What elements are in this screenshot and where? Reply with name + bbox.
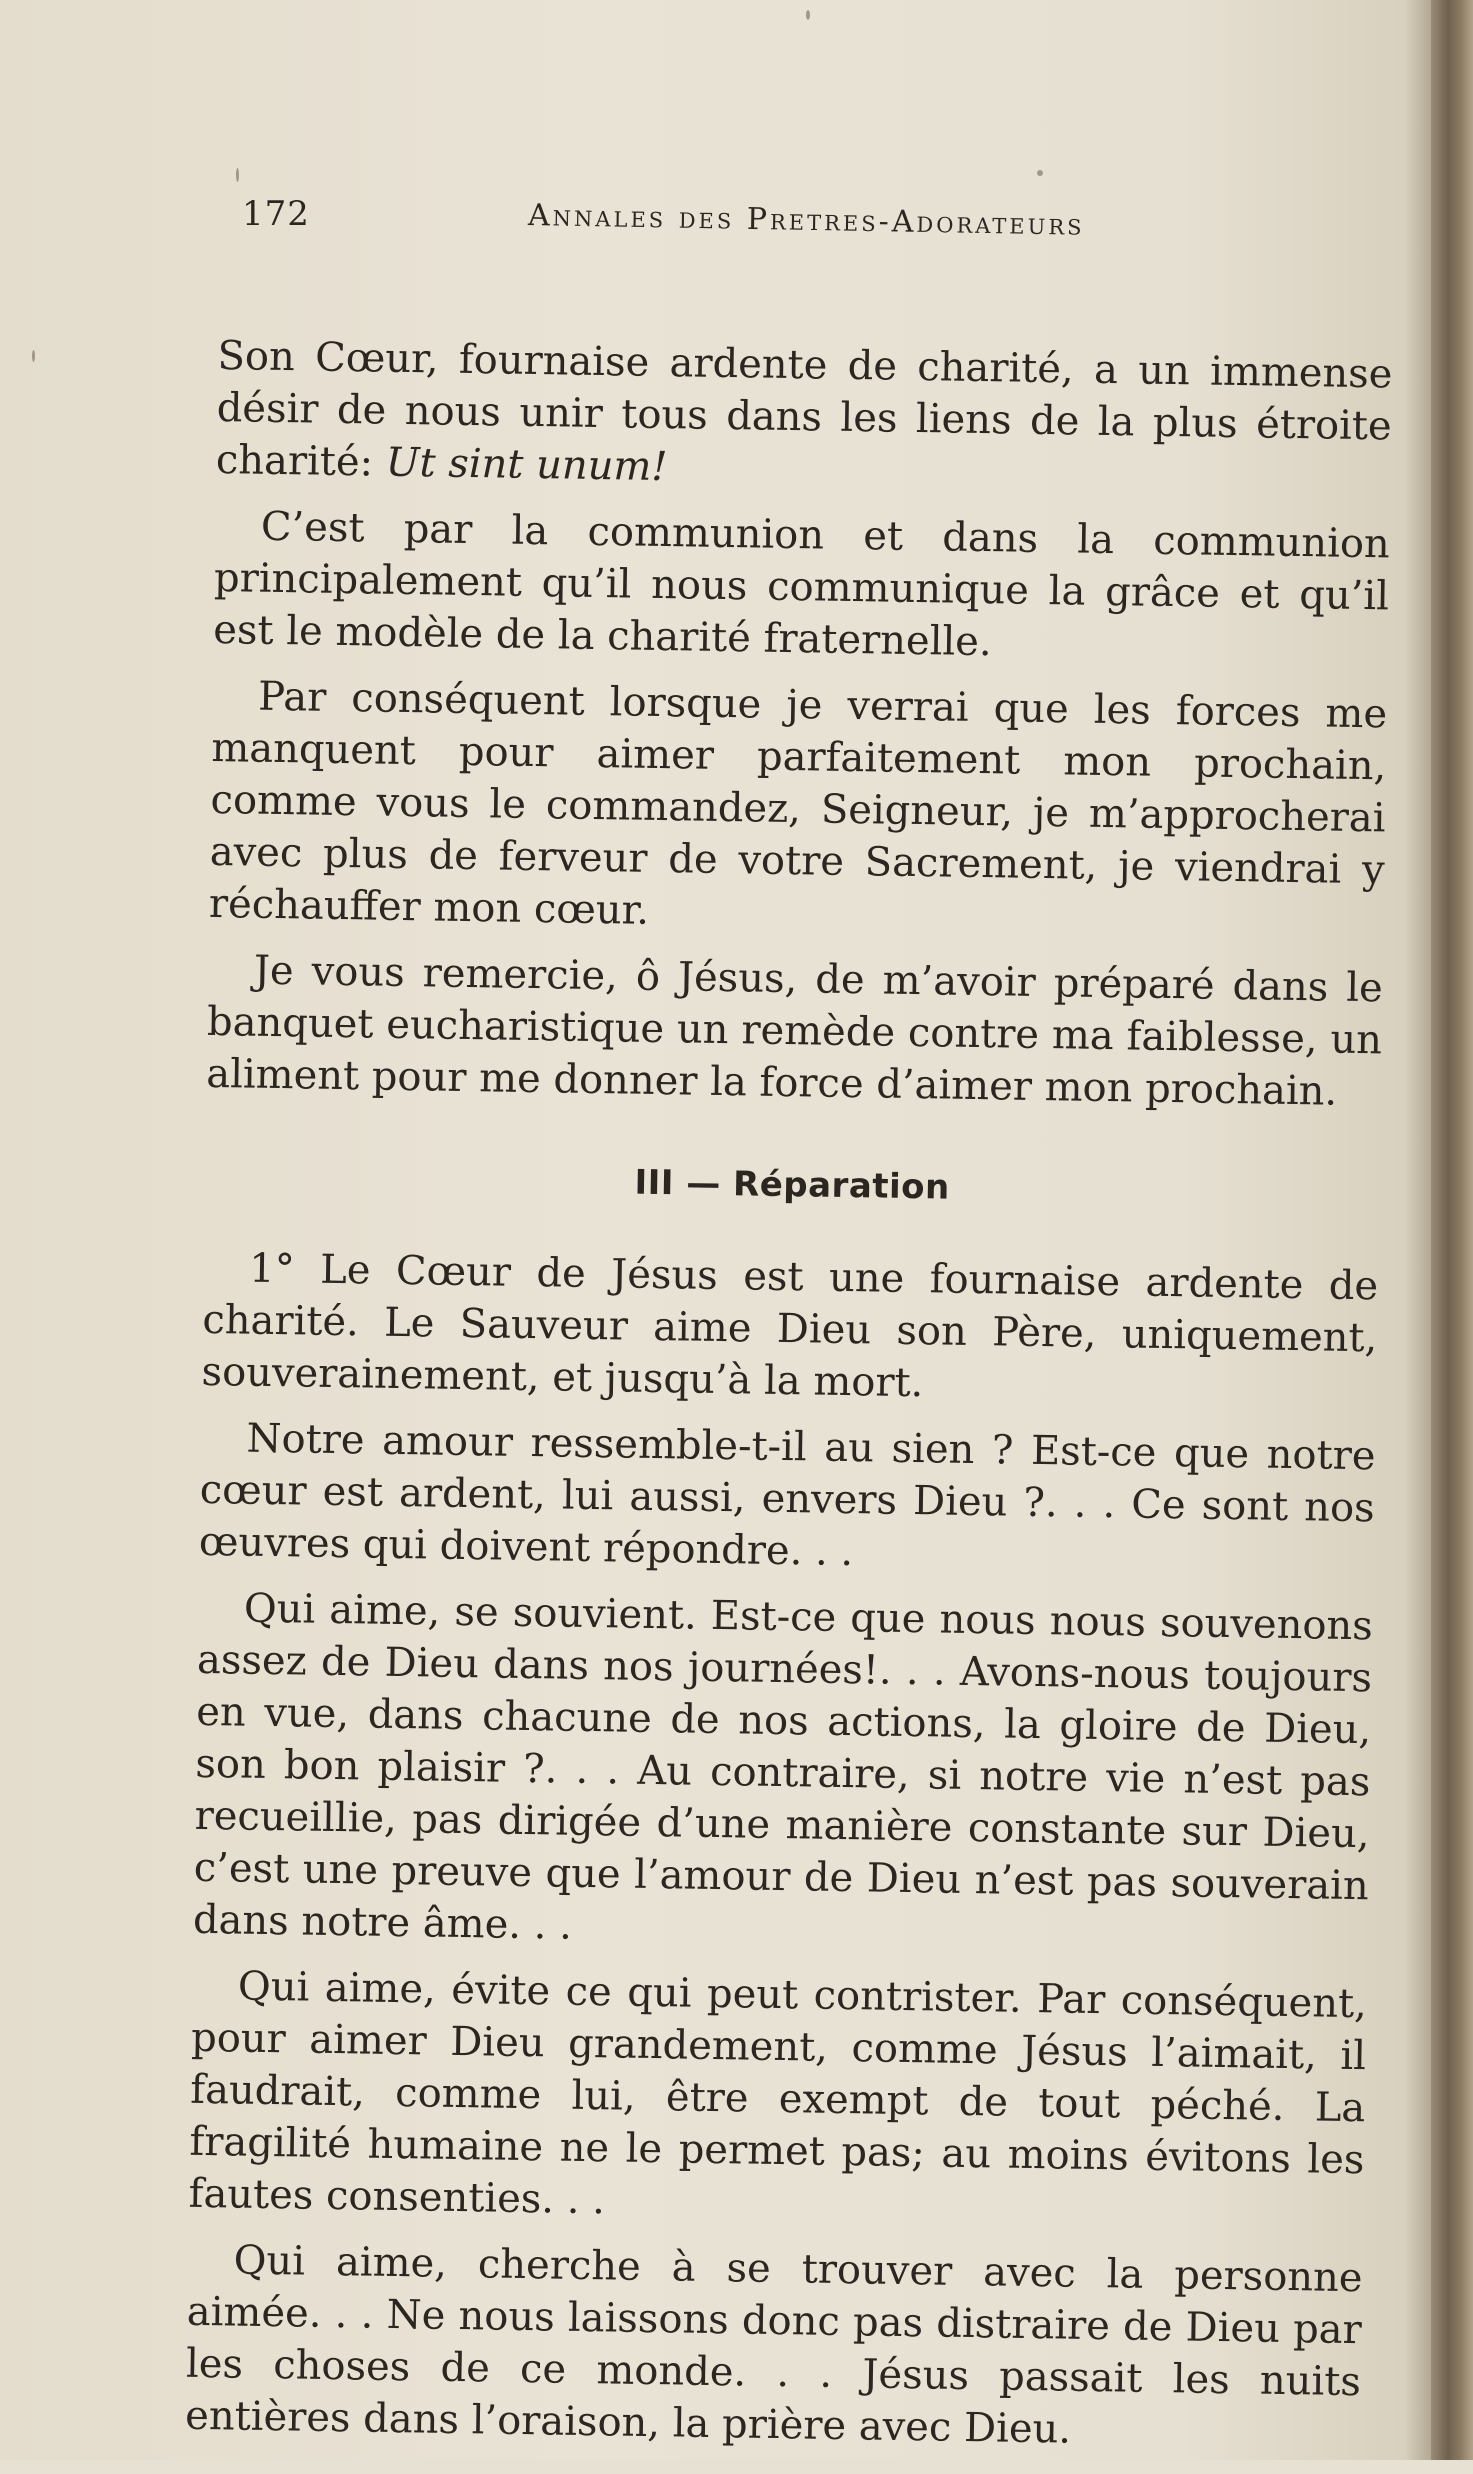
book-title: Annales des Pretres-Adorateurs <box>527 198 1085 243</box>
paper-speck <box>236 168 239 182</box>
paragraph: C’est par la communion et dans la communion principalement qu’il nous communique la grâce et qu’il est le modèle de la charité fraternelle. <box>212 503 1391 666</box>
page-number: 172 <box>242 194 310 234</box>
paragraph: Qui aime, se souvient. Est-ce que nous nous souvenons assez de Dieu dans nos journées!. . . Avons-nous toujours en vue, dans chacune de nos actions, la gloire de Dieu, son bon plaisir ?. . . Au contraire, si notre vie n’est pas recueillie, pas dirigée d’une manière constante sur Dieu, c’est une preuve que l’amour de Dieu n’est pas souverain dans notre âme. . . <box>192 1585 1374 1949</box>
paragraph-text: Son Cœur, fournaise ardente de charité, a un immense désir de nous unir tous dans les liens de la plus étroite charité: <box>215 332 1393 486</box>
paragraph: Notre amour ressemble-t-il au sien ? Est-ce que notre cœur est ardent, lui aussi, envers Dieu ?. . . Ce sont nos œuvres qui doivent répondre. . . <box>198 1415 1376 1576</box>
section-heading: III — Réparation <box>634 1162 951 1208</box>
body-text <box>185 330 1393 2474</box>
page-gutter-shadow <box>1405 0 1431 2460</box>
paragraph: Qui aime, cherche à se trouver avec la personne aimée. . . Ne nous laissons donc pas distraire de Dieu par les choses de ce monde. . . Jésus passait les nuits entières dans l’oraison, la prière avec Dieu. <box>184 2237 1363 2453</box>
paper-speck <box>32 350 35 362</box>
running-head <box>0 190 1473 270</box>
paper-speck <box>1037 170 1043 176</box>
latin-quote: Ut sint unum! <box>385 439 668 491</box>
paragraph <box>216 330 1393 504</box>
paragraph: Qui aime, évite ce qui peut contrister. Par conséquent, pour aimer Dieu grandement, comme Jésus l’aimait, il faudrait, comme lui, être exempt de tout péché. La fragilité humaine ne le permet pas; au moins évitons les fautes consenties. . . <box>188 1963 1368 2224</box>
paragraph: Je vous remercie, ô Jésus, de m’avoir préparé dans le banquet eucharistique un remède contre ma faiblesse, un aliment pour me donner la force d’aimer mon prochain. <box>205 947 1384 1115</box>
paragraph: Par conséquent lorsque je verrai que les forces me manquent pour aimer parfaitement mon prochain, comme vous le commandez, Seigneur, je m’approcherai avec plus de ferveur de votre Sacrement, je viendrai y réchauffer mon cœur. <box>208 673 1388 934</box>
book-spine <box>1431 0 1473 2460</box>
paragraph: 1° Le Cœur de Jésus est une fournaise ardente de charité. Le Sauveur aime Dieu son Père, uniquement, souverainement, et jusqu’à la mort. <box>201 1245 1379 1407</box>
paper-speck <box>806 10 810 20</box>
